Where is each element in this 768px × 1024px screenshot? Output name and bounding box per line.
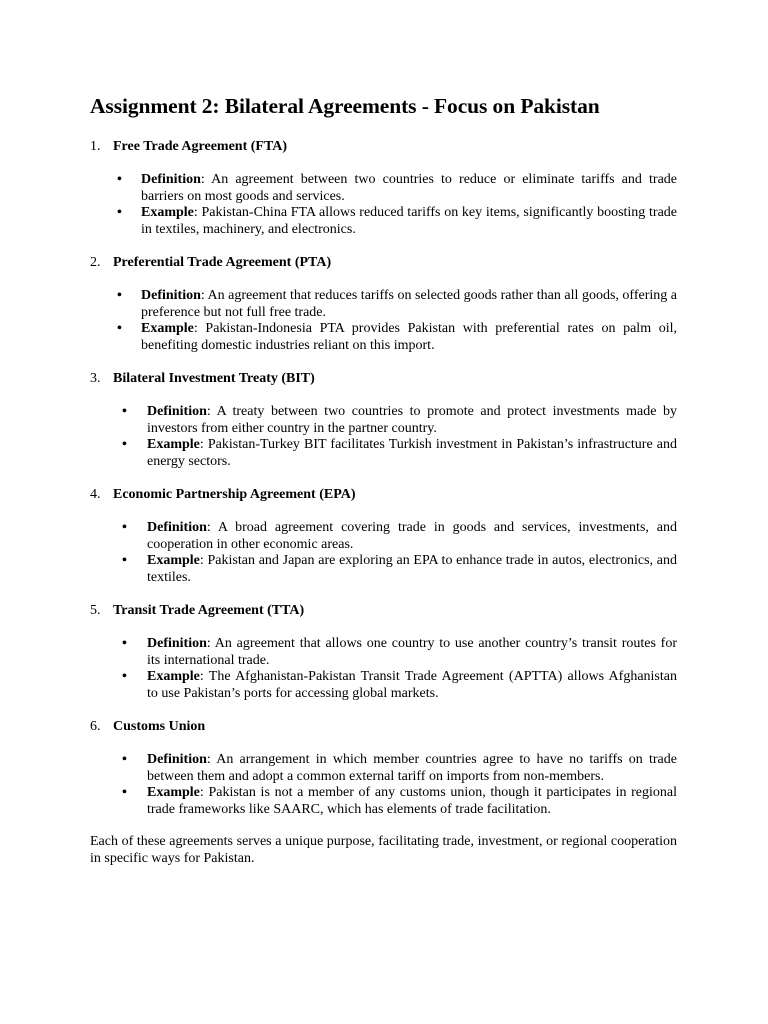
definition-text: : A treaty between two countries to promote and protect investments made by investors from either country in the partner country.: [147, 404, 677, 436]
section-heading: [90, 718, 677, 735]
section-fta: [90, 138, 677, 238]
section-number: 4.: [90, 487, 101, 502]
example-text: : Pakistan-Indonesia PTA provides Pakistan with preferential rates on palm oil, benefiting domestic industries reliant on this import.: [141, 321, 677, 353]
definition-text: : An agreement that reduces tariffs on selected goods rather than all goods, offering a preference but not full free trade.: [141, 288, 677, 320]
bullet-list: [90, 288, 677, 354]
example-item: [90, 785, 677, 818]
section-title: Economic Partnership Agreement (EPA): [113, 487, 356, 502]
example-item: [90, 553, 677, 586]
bullet-icon: •: [122, 669, 127, 684]
example-text: : Pakistan-China FTA allows reduced tariffs on key items, significantly boosting trade in textiles, machinery, and electronics.: [141, 205, 677, 237]
example-item: [90, 669, 677, 702]
example-label: Example: [147, 785, 200, 800]
page-title: Assignment 2: Bilateral Agreements - Focus on Pakistan: [90, 94, 600, 118]
section-heading: [90, 138, 677, 155]
example-label: Example: [147, 437, 200, 452]
section-number: 5.: [90, 603, 101, 618]
example-label: Example: [141, 321, 194, 336]
section-number: 2.: [90, 255, 101, 270]
example-label: Example: [141, 205, 194, 220]
definition-label: Definition: [147, 520, 207, 535]
definition-label: Definition: [147, 636, 207, 651]
section-heading: [90, 370, 677, 387]
bullet-icon: •: [122, 520, 127, 535]
bullet-list: [90, 752, 677, 818]
section-title: Bilateral Investment Treaty (BIT): [113, 371, 315, 386]
definition-item: [90, 288, 677, 321]
definition-item: [90, 752, 677, 785]
section-heading: [90, 602, 677, 619]
definition-text: : An agreement that allows one country to use another country’s transit routes for its international trade.: [147, 636, 677, 668]
definition-label: Definition: [147, 404, 207, 419]
document-page: [90, 92, 677, 867]
bullet-list: [90, 636, 677, 702]
example-label: Example: [147, 669, 200, 684]
section-number: 6.: [90, 719, 101, 734]
bullet-icon: •: [122, 752, 127, 767]
definition-text: : An arrangement in which member countries agree to have no tariffs on trade between them and adopt a common external tariff on imports from non-members.: [147, 752, 677, 784]
example-text: : The Afghanistan-Pakistan Transit Trade Agreement (APTTA) allows Afghanistan to use Pakistan’s ports for accessing global markets.: [147, 669, 677, 701]
section-tta: [90, 602, 677, 702]
bullet-icon: •: [122, 553, 127, 568]
definition-item: [90, 404, 677, 437]
bullet-icon: •: [122, 437, 127, 452]
definition-label: Definition: [147, 752, 207, 767]
definition-label: Definition: [141, 172, 201, 187]
definition-label: Definition: [141, 288, 201, 303]
bullet-icon: •: [122, 636, 127, 651]
section-heading: [90, 254, 677, 271]
definition-item: [90, 520, 677, 553]
example-text: : Pakistan and Japan are exploring an EPA to enhance trade in autos, electronics, and textiles.: [147, 553, 677, 585]
example-item: [90, 205, 677, 238]
section-heading: [90, 486, 677, 503]
example-item: [90, 437, 677, 470]
example-text: : Pakistan is not a member of any customs union, though it participates in regional trade frameworks like SAARC, which has elements of trade facilitation.: [147, 785, 677, 817]
bullet-list: [90, 520, 677, 586]
definition-item: [90, 172, 677, 205]
section-customs-union: [90, 718, 677, 818]
section-title: Transit Trade Agreement (TTA): [113, 603, 305, 618]
bullet-list: [90, 404, 677, 470]
definition-item: [90, 636, 677, 669]
example-item: [90, 321, 677, 354]
definition-text: : An agreement between two countries to reduce or eliminate tariffs and trade barriers on most goods and services.: [141, 172, 677, 204]
bullet-icon: •: [117, 321, 122, 336]
bullet-list: [90, 172, 677, 238]
example-label: Example: [147, 553, 200, 568]
bullet-icon: •: [122, 785, 127, 800]
bullet-icon: •: [117, 172, 122, 187]
closing-paragraph: Each of these agreements serves a unique purpose, facilitating trade, investment, or regional cooperation in specific ways for Pakistan.: [90, 834, 677, 866]
section-title: Preferential Trade Agreement (PTA): [113, 255, 332, 270]
bullet-icon: •: [117, 288, 122, 303]
bullet-icon: •: [117, 205, 122, 220]
section-number: 3.: [90, 371, 101, 386]
bullet-icon: •: [122, 404, 127, 419]
section-number: 1.: [90, 139, 101, 154]
example-text: : Pakistan-Turkey BIT facilitates Turkish investment in Pakistan’s infrastructure and energy sectors.: [147, 437, 677, 469]
section-title: Free Trade Agreement (FTA): [113, 139, 288, 154]
section-epa: [90, 486, 677, 586]
section-pta: [90, 254, 677, 354]
definition-text: : A broad agreement covering trade in goods and services, investments, and cooperation in other economic areas.: [147, 520, 677, 552]
section-title: Customs Union: [113, 719, 206, 734]
section-bit: [90, 370, 677, 470]
